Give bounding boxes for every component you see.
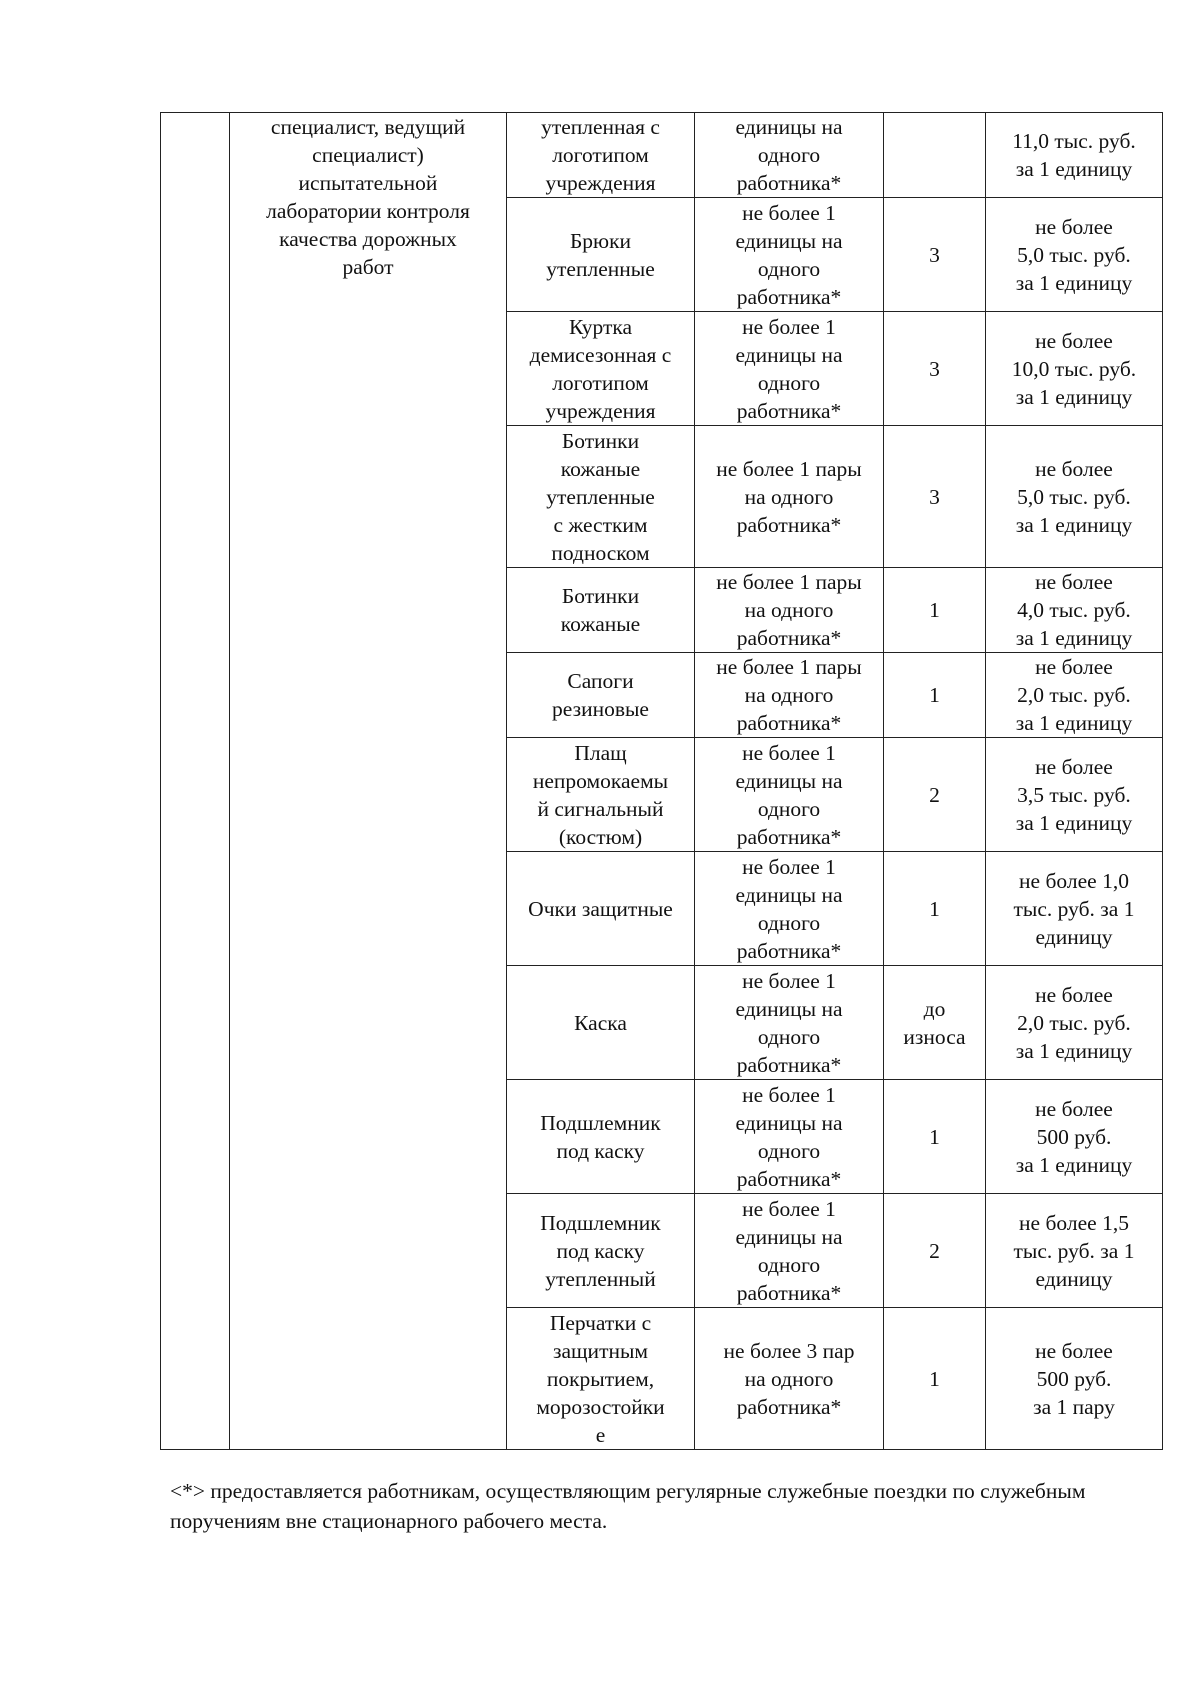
table-body bbox=[161, 113, 1163, 1450]
norm-text: не более 1 пары на одного работника* bbox=[716, 570, 862, 650]
term-cell bbox=[884, 1308, 986, 1450]
norm-text: не более 1 пары на одного работника* bbox=[716, 456, 862, 537]
term-text: 1 bbox=[929, 598, 940, 622]
price-cell bbox=[986, 1308, 1163, 1450]
price-text: не более 1,0 тыс. руб. за 1 единицу bbox=[1013, 868, 1135, 949]
norm-text: не более 1 единицы на одного работника* bbox=[735, 1196, 843, 1305]
norm-text: не более 1 единицы на одного работника* bbox=[735, 200, 843, 309]
item-name: Плащ непромокаемы й сигнальный (костюм) bbox=[532, 740, 669, 849]
norm-cell bbox=[695, 113, 884, 198]
term-text: 2 bbox=[929, 1238, 940, 1263]
price-text: не более 5,0 тыс. руб. за 1 единицу bbox=[1015, 214, 1133, 295]
item-cell bbox=[507, 966, 695, 1080]
term-cell bbox=[884, 312, 986, 426]
term-cell bbox=[884, 966, 986, 1080]
price-cell bbox=[986, 568, 1163, 653]
item-name: Куртка демисезонная с логотипом учреждения bbox=[529, 314, 672, 423]
term-text: 2 bbox=[929, 782, 940, 807]
position-text: специалист, ведущий специалист) испытательной лаборатории контроля качества дорожных работ bbox=[266, 115, 470, 279]
norm-text: не более 1 единицы на одного работника* bbox=[735, 968, 843, 1077]
number-cell bbox=[161, 113, 230, 1450]
price-cell bbox=[986, 426, 1163, 568]
term-cell bbox=[884, 1080, 986, 1194]
item-cell bbox=[507, 1194, 695, 1308]
term-cell bbox=[884, 653, 986, 738]
price-text: не более 5,0 тыс. руб. за 1 единицу bbox=[1015, 456, 1133, 537]
term-text: 1 bbox=[929, 1366, 940, 1391]
norm-cell bbox=[695, 568, 884, 653]
item-cell bbox=[507, 198, 695, 312]
price-text: не более 1,5 тыс. руб. за 1 единицу bbox=[1013, 1210, 1135, 1291]
item-name: Подшлемник под каску bbox=[540, 1110, 661, 1163]
term-text: 3 bbox=[929, 242, 940, 267]
item-cell bbox=[507, 426, 695, 568]
price-cell bbox=[986, 113, 1163, 198]
norm-cell bbox=[695, 653, 884, 738]
item-cell bbox=[507, 738, 695, 852]
term-text: 1 bbox=[929, 683, 940, 707]
term-text: до износа bbox=[903, 996, 966, 1049]
term-cell bbox=[884, 568, 986, 653]
price-cell bbox=[986, 966, 1163, 1080]
item-cell bbox=[507, 312, 695, 426]
norm-cell bbox=[695, 1308, 884, 1450]
norm-text: не более 1 единицы на одного работника* bbox=[735, 314, 843, 423]
item-cell bbox=[507, 113, 695, 198]
price-text: не более 10,0 тыс. руб. за 1 единицу bbox=[1011, 328, 1137, 409]
term-cell bbox=[884, 426, 986, 568]
term-cell bbox=[884, 852, 986, 966]
item-name: Подшлемник под каску утепленный bbox=[540, 1210, 661, 1291]
price-cell bbox=[986, 653, 1163, 738]
item-name: Каска bbox=[574, 1010, 627, 1035]
item-name: Перчатки с защитным покрытием, морозостойки е bbox=[536, 1310, 665, 1447]
price-text: не более 4,0 тыс. руб. за 1 единицу bbox=[1015, 570, 1133, 650]
term-cell bbox=[884, 738, 986, 852]
price-cell bbox=[986, 1080, 1163, 1194]
clothing-norms-table bbox=[160, 112, 1163, 1450]
item-name: Брюки утепленные bbox=[546, 228, 655, 281]
item-cell bbox=[507, 1080, 695, 1194]
term-cell bbox=[884, 113, 986, 198]
norm-cell bbox=[695, 852, 884, 966]
footnote: <*> предоставляется работникам, осуществляющим регулярные служебные поездки по служебным поручениям вне стационарного рабочего места. bbox=[170, 1479, 1086, 1533]
price-cell bbox=[986, 852, 1163, 966]
price-cell bbox=[986, 738, 1163, 852]
price-text: 11,0 тыс. руб. за 1 единицу bbox=[1012, 129, 1136, 181]
item-cell bbox=[507, 852, 695, 966]
norm-cell bbox=[695, 198, 884, 312]
position-cell bbox=[230, 113, 507, 1450]
price-text: не более 2,0 тыс. руб. за 1 единицу bbox=[1015, 982, 1133, 1063]
term-cell bbox=[884, 1194, 986, 1308]
norm-text: не более 1 пары на одного работника* bbox=[716, 655, 862, 735]
norm-cell bbox=[695, 1080, 884, 1194]
item-name: Ботинки кожаные утепленные с жестким подноском bbox=[546, 428, 655, 565]
price-text: не более 2,0 тыс. руб. за 1 единицу bbox=[1015, 655, 1133, 735]
norm-cell bbox=[695, 1194, 884, 1308]
item-name: Очки защитные bbox=[528, 896, 673, 921]
item-cell bbox=[507, 1308, 695, 1450]
item-name: Ботинки кожаные bbox=[560, 584, 641, 636]
norm-text: не более 1 единицы на одного работника* bbox=[735, 854, 843, 963]
item-cell bbox=[507, 653, 695, 738]
price-text: не более 500 руб. за 1 пару bbox=[1033, 1338, 1115, 1419]
price-text: не более 500 руб. за 1 единицу bbox=[1015, 1096, 1133, 1177]
term-text: 1 bbox=[929, 1124, 940, 1149]
norm-cell bbox=[695, 738, 884, 852]
norm-text: не более 3 пар на одного работника* bbox=[723, 1338, 855, 1419]
term-text: 3 bbox=[929, 484, 940, 509]
item-name: утепленная с логотипом учреждения bbox=[541, 115, 660, 195]
norm-cell bbox=[695, 312, 884, 426]
price-text: не более 3,5 тыс. руб. за 1 единицу bbox=[1015, 754, 1133, 835]
price-cell bbox=[986, 198, 1163, 312]
item-name: Сапоги резиновые bbox=[552, 669, 649, 721]
item-cell bbox=[507, 568, 695, 653]
norm-cell bbox=[695, 966, 884, 1080]
price-cell bbox=[986, 312, 1163, 426]
norm-text: единицы на одного работника* bbox=[735, 115, 843, 195]
price-cell bbox=[986, 1194, 1163, 1308]
term-cell bbox=[884, 198, 986, 312]
term-text: 1 bbox=[929, 896, 940, 921]
term-text: 3 bbox=[929, 356, 940, 381]
norm-text: не более 1 единицы на одного работника* bbox=[735, 1082, 843, 1191]
norm-text: не более 1 единицы на одного работника* bbox=[735, 740, 843, 849]
norm-cell bbox=[695, 426, 884, 568]
table-row bbox=[161, 113, 1163, 198]
